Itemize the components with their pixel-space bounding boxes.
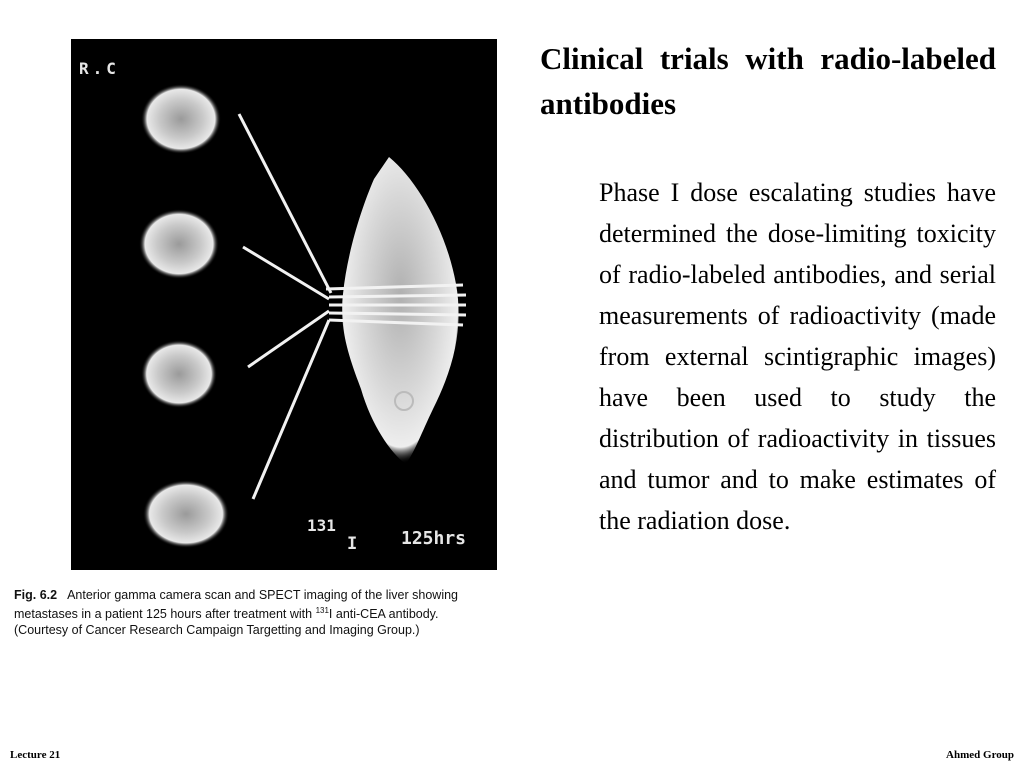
spect-slice-4 [143, 480, 229, 548]
slide-title: Clinical trials with radio-labeled antibodies [540, 41, 996, 121]
footer-lecture: Lecture 21 [10, 749, 61, 761]
slide-body-text: Phase I dose escalating studies have determined the dose-limiting toxicity of radio-labeled antibodies, and serial measurements of radioactivity (made from external scintigraphic images) have been used to study the distribution of radioactivity in tissues and tumor and to make estimates of the radiation dose. [599, 178, 996, 535]
gamma-camera-scan-image [71, 39, 497, 570]
caption-text-1: Anterior gamma camera scan and SPECT imaging of the liver showing [67, 588, 459, 602]
figure-number: Fig. 6.2 [14, 588, 58, 602]
isotope-mass-label: 131 [307, 516, 336, 535]
caption-superscript: 131 [315, 606, 329, 615]
scan-graphic [71, 39, 497, 570]
caption-line-3: (Courtesy of Cancer Research Campaign Targetting and Imaging Group.) [14, 623, 420, 638]
liver-scan [342, 157, 459, 464]
slice-indicator-lines [239, 114, 466, 499]
spect-slice-2 [139, 209, 219, 279]
figure-caption [14, 587, 574, 638]
caption-text-2a: metastases in a patient 125 hours after treatment with [14, 607, 313, 622]
patient-label: R.C [79, 59, 120, 78]
caption-line-2 [14, 603, 574, 622]
footer-group: Ahmed Group [946, 749, 1014, 761]
time-label: 125hrs [401, 528, 467, 549]
isotope-element-label: I [347, 534, 358, 554]
caption-text-2b: I anti-CEA antibody. [328, 607, 439, 622]
spect-slice-3 [141, 340, 217, 408]
spect-slice-1 [141, 84, 221, 154]
caption-line-1 [14, 587, 574, 603]
